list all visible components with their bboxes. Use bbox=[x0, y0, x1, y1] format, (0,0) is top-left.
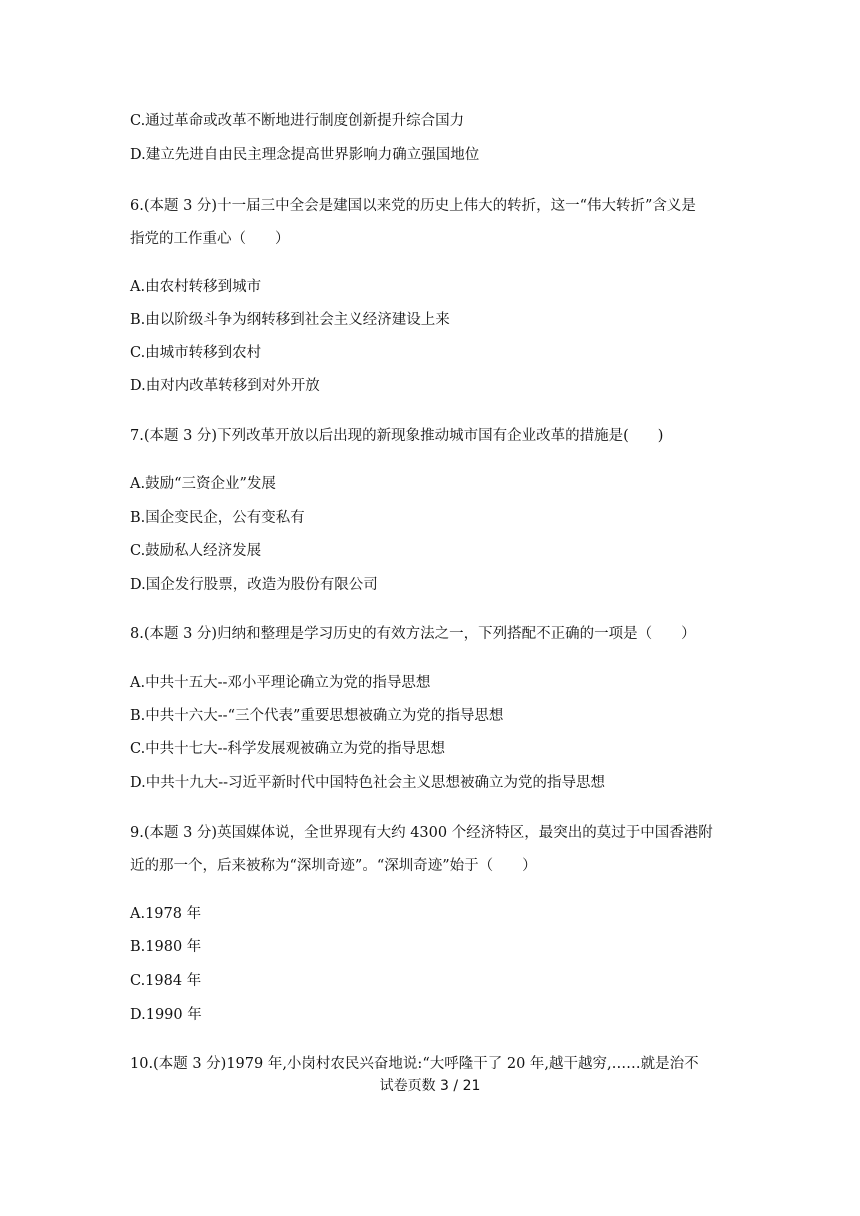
q8-stem-line1: 8.(本题 3 分)归纳和整理是学习历史的有效方法之一，下列搭配不正确的一项是（ ） bbox=[130, 626, 696, 642]
q6-stem-line2: 指党的工作重心（ ） bbox=[130, 231, 290, 247]
q7-option-c: C.鼓励私人经济发展 bbox=[130, 543, 262, 559]
q9-option-d: D.1990 年 bbox=[130, 1007, 202, 1023]
q9-stem-line2: 近的那一个，后来被称为“深圳奇迹”。“深圳奇迹”始于（ ） bbox=[130, 858, 537, 874]
page-number-footer: 试卷页数 3 / 21 bbox=[379, 1078, 481, 1094]
q10-stem-line1: 10.(本题 3 分)1979 年,小岗村农民兴奋地说:“大呼隆干了 20 年,越干越穷,……就是治不 bbox=[130, 1056, 699, 1072]
q6-option-d: D.由对内改革转移到对外开放 bbox=[130, 378, 320, 394]
q5-option-c: C.通过革命或改革不断地进行制度创新提升综合国力 bbox=[130, 113, 465, 129]
q8-option-a: A.中共十五大--邓小平理论确立为党的指导思想 bbox=[130, 675, 431, 691]
q7-stem-line1: 7.(本题 3 分)下列改革开放以后出现的新现象推动城市国有企业改革的措施是( ) bbox=[130, 428, 664, 444]
q8-option-b: B.中共十六大--“三个代表”重要思想被确立为党的指导思想 bbox=[130, 708, 504, 724]
q6-option-a: A.由农村转移到城市 bbox=[130, 279, 262, 295]
q6-option-b: B.由以阶级斗争为纲转移到社会主义经济建设上来 bbox=[130, 312, 450, 328]
q9-stem-line1: 9.(本题 3 分)英国媒体说，全世界现有大约 4300 个经济特区，最突出的莫过于中国香港附 bbox=[130, 825, 713, 841]
q9-option-b: B.1980 年 bbox=[130, 939, 202, 955]
q9-option-a: A.1978 年 bbox=[130, 906, 202, 922]
q5-option-d: D.建立先进自由民主理念提高世界影响力确立强国地位 bbox=[130, 147, 480, 163]
q8-option-c: C.中共十七大--科学发展观被确立为党的指导思想 bbox=[130, 741, 445, 757]
q7-option-b: B.国企变民企，公有变私有 bbox=[130, 510, 305, 526]
q8-option-d: D.中共十九大--习近平新时代中国特色社会主义思想被确立为党的指导思想 bbox=[130, 775, 606, 791]
q7-option-d: D.国企发行股票，改造为股份有限公司 bbox=[130, 577, 378, 593]
q7-option-a: A.鼓励“三资企业”发展 bbox=[130, 476, 276, 492]
q6-stem-line1: 6.(本题 3 分)十一届三中全会是建国以来党的历史上伟大的转折，这一“伟大转折”含义是 bbox=[130, 198, 696, 214]
q9-option-c: C.1984 年 bbox=[130, 973, 202, 989]
q6-option-c: C.由城市转移到农村 bbox=[130, 345, 262, 361]
